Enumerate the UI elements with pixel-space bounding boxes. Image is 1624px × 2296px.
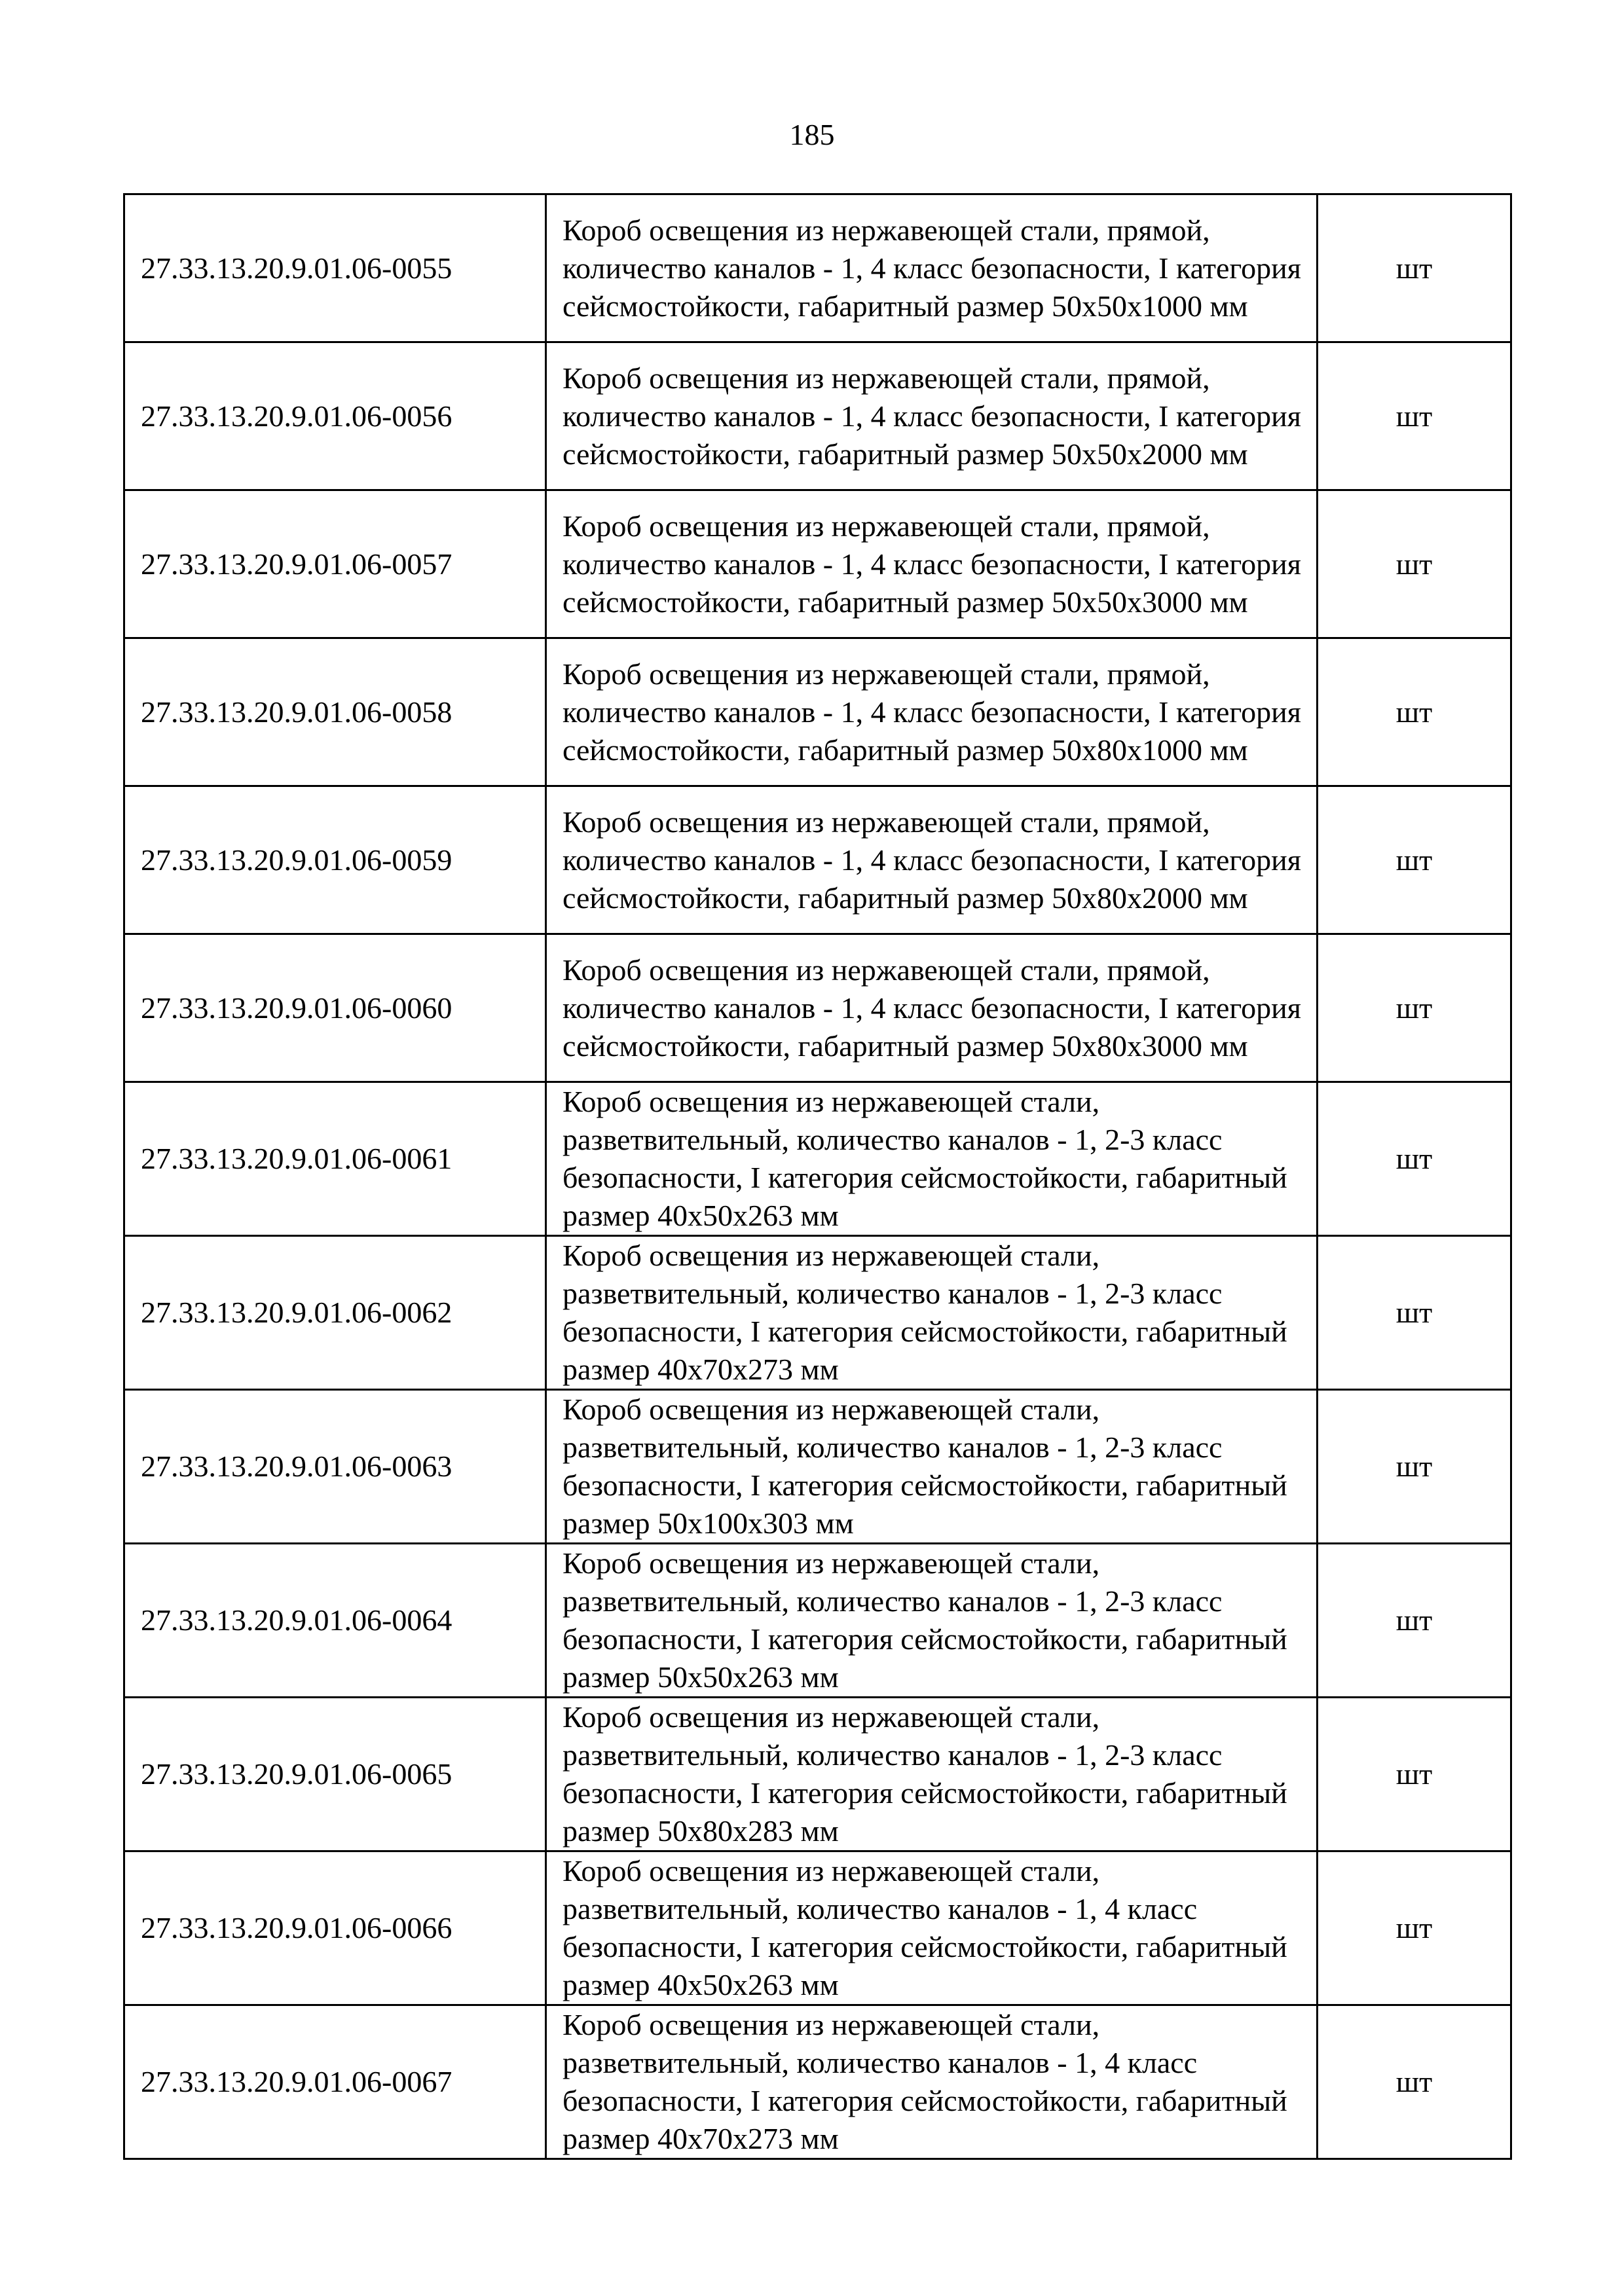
item-description-text: Короб освещения из нержавеющей стали, прямой, количество каналов - 1, 4 класс безопасности, I категория сейсмостойкости, габаритный размер 50х50х2000 мм <box>563 361 1301 471</box>
table-row <box>124 1236 1511 1390</box>
item-code-cell: 27.33.13.20.9.01.06-0060 <box>124 934 546 1082</box>
item-description-text: Короб освещения из нержавеющей стали, прямой, количество каналов - 1, 4 класс безопасности, I категория сейсмостойкости, габаритный размер 50х80х3000 мм <box>563 953 1301 1063</box>
item-description-cell <box>546 1390 1318 1544</box>
item-code-cell: 27.33.13.20.9.01.06-0067 <box>124 2005 546 2159</box>
item-description-cell <box>546 1851 1318 2005</box>
item-description-text: Короб освещения из нержавеющей стали, прямой, количество каналов - 1, 4 класс безопасности, I категория сейсмостойкости, габаритный размер 50х80х1000 мм <box>563 657 1301 767</box>
item-unit-cell: шт <box>1318 1236 1511 1390</box>
item-code-cell: 27.33.13.20.9.01.06-0056 <box>124 342 546 490</box>
item-unit-cell: шт <box>1318 194 1511 342</box>
item-description-cell <box>546 1544 1318 1698</box>
items-table-body <box>124 194 1511 2159</box>
item-code-cell: 27.33.13.20.9.01.06-0066 <box>124 1851 546 2005</box>
item-code-cell: 27.33.13.20.9.01.06-0058 <box>124 638 546 786</box>
table-row <box>124 1698 1511 1851</box>
item-description-cell <box>546 342 1318 490</box>
item-description-text: Короб освещения из нержавеющей стали, разветвительный, количество каналов - 1, 2-3 класс безопасности, I категория сейсмостойкости, габаритный размер 50х50х263 мм <box>563 1546 1287 1694</box>
table-row <box>124 194 1511 342</box>
table-row <box>124 1544 1511 1698</box>
table-row <box>124 1082 1511 1236</box>
table-row <box>124 342 1511 490</box>
item-code-cell: 27.33.13.20.9.01.06-0062 <box>124 1236 546 1390</box>
item-description-text: Короб освещения из нержавеющей стали, разветвительный, количество каналов - 1, 2-3 класс безопасности, I категория сейсмостойкости, габаритный размер 50х100х303 мм <box>563 1393 1287 1540</box>
item-code-cell: 27.33.13.20.9.01.06-0064 <box>124 1544 546 1698</box>
item-description-text: Короб освещения из нержавеющей стали, разветвительный, количество каналов - 1, 2-3 класс безопасности, I категория сейсмостойкости, габаритный размер 50х80х283 мм <box>563 1700 1287 1848</box>
item-unit-cell: шт <box>1318 934 1511 1082</box>
item-code-cell: 27.33.13.20.9.01.06-0055 <box>124 194 546 342</box>
item-code-cell: 27.33.13.20.9.01.06-0059 <box>124 786 546 934</box>
item-unit-cell: шт <box>1318 342 1511 490</box>
item-unit-cell: шт <box>1318 1698 1511 1851</box>
table-row <box>124 638 1511 786</box>
item-description-cell <box>546 1698 1318 1851</box>
item-unit-cell: шт <box>1318 1544 1511 1698</box>
item-description-text: Короб освещения из нержавеющей стали, прямой, количество каналов - 1, 4 класс безопасности, I категория сейсмостойкости, габаритный размер 50х50х1000 мм <box>563 213 1301 323</box>
item-unit-cell: шт <box>1318 786 1511 934</box>
item-description-text: Короб освещения из нержавеющей стали, разветвительный, количество каналов - 1, 4 класс безопасности, I категория сейсмостойкости, габаритный размер 40х70х273 мм <box>563 2008 1287 2155</box>
item-description-text: Короб освещения из нержавеющей стали, разветвительный, количество каналов - 1, 2-3 класс безопасности, I категория сейсмостойкости, габаритный размер 40х50х263 мм <box>563 1085 1287 1232</box>
item-description-text: Короб освещения из нержавеющей стали, разветвительный, количество каналов - 1, 2-3 класс безопасности, I категория сейсмостойкости, габаритный размер 40х70х273 мм <box>563 1239 1287 1386</box>
item-description-cell <box>546 490 1318 638</box>
item-unit-cell: шт <box>1318 1390 1511 1544</box>
item-unit-cell: шт <box>1318 2005 1511 2159</box>
item-description-text: Короб освещения из нержавеющей стали, прямой, количество каналов - 1, 4 класс безопасности, I категория сейсмостойкости, габаритный размер 50х50х3000 мм <box>563 509 1301 619</box>
item-unit-cell: шт <box>1318 1082 1511 1236</box>
item-unit-cell: шт <box>1318 638 1511 786</box>
table-row <box>124 2005 1511 2159</box>
table-row <box>124 1851 1511 2005</box>
item-description-text: Короб освещения из нержавеющей стали, прямой, количество каналов - 1, 4 класс безопасности, I категория сейсмостойкости, габаритный размер 50х80х2000 мм <box>563 805 1301 915</box>
item-description-cell <box>546 934 1318 1082</box>
item-description-text: Короб освещения из нержавеющей стали, разветвительный, количество каналов - 1, 4 класс безопасности, I категория сейсмостойкости, габаритный размер 40х50х263 мм <box>563 1854 1287 2001</box>
page-number: 185 <box>789 118 835 151</box>
item-code-cell: 27.33.13.20.9.01.06-0061 <box>124 1082 546 1236</box>
item-description-cell <box>546 1082 1318 1236</box>
items-table <box>123 193 1512 2160</box>
item-code-cell: 27.33.13.20.9.01.06-0065 <box>124 1698 546 1851</box>
table-row <box>124 934 1511 1082</box>
item-unit-cell: шт <box>1318 1851 1511 2005</box>
item-code-cell: 27.33.13.20.9.01.06-0063 <box>124 1390 546 1544</box>
item-code-cell: 27.33.13.20.9.01.06-0057 <box>124 490 546 638</box>
item-description-cell <box>546 194 1318 342</box>
table-row <box>124 786 1511 934</box>
item-description-cell <box>546 2005 1318 2159</box>
item-description-cell <box>546 638 1318 786</box>
table-row <box>124 490 1511 638</box>
item-description-cell <box>546 1236 1318 1390</box>
table-row <box>124 1390 1511 1544</box>
item-unit-cell: шт <box>1318 490 1511 638</box>
item-description-cell <box>546 786 1318 934</box>
